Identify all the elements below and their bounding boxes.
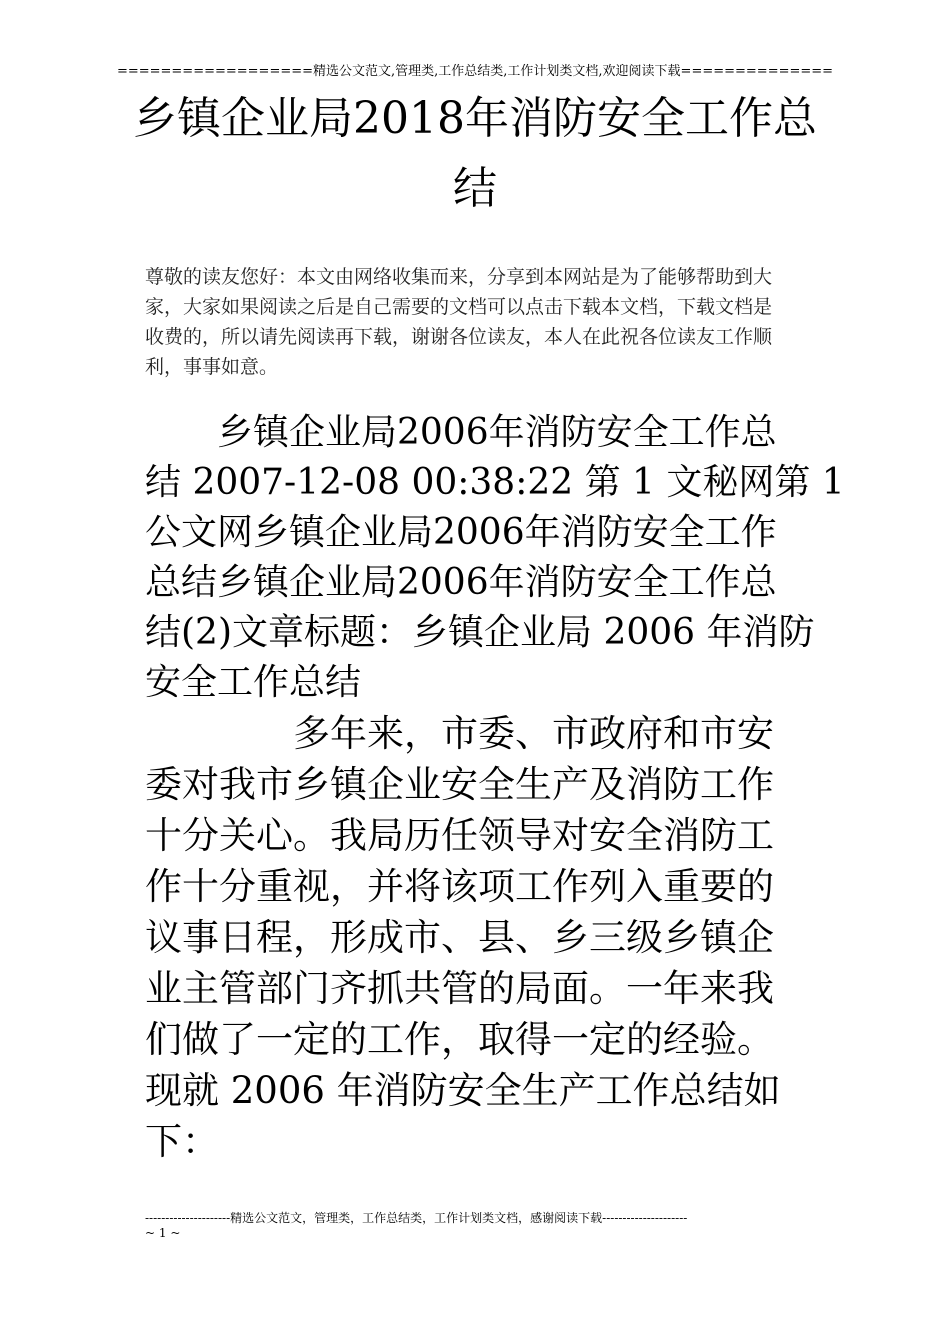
- title-line-2: 结: [453, 163, 497, 214]
- paragraph-2-line: 现就 2006 年消防安全生产工作总结如: [145, 1069, 781, 1112]
- paragraph-2-line: 作十分重视，并将该项工作列入重要的: [145, 865, 774, 908]
- notice-line-2: 家，大家如果阅读之后是自己需要的文档可以点击下载本文档，下载文档是: [145, 296, 773, 318]
- notice-line-1: 尊敬的读友您好：本文由网络收集而来，分享到本网站是为了能够帮助到大: [145, 266, 773, 288]
- paragraph-2-line: 业主管部门齐抓共管的局面。一年来我: [145, 967, 774, 1010]
- paragraph-2-line: 十分关心。我局历任领导对安全消防工: [145, 814, 774, 857]
- paragraph-2-line: 多年来，市委、市政府和市安: [145, 712, 774, 755]
- reader-notice: [145, 262, 805, 382]
- body-paragraph-2: [145, 708, 815, 1167]
- paragraph-2-line: 下：: [145, 1120, 219, 1163]
- page-number: ~ 1 ~: [145, 1226, 181, 1240]
- paragraph-1-line: 安全工作总结: [145, 662, 362, 703]
- paragraph-2-line: 委对我市乡镇企业安全生产及消防工作: [145, 763, 774, 806]
- notice-line-3: 收费的，所以请先阅读再下载，谢谢各位读友，本人在此祝各位读友工作顺: [145, 326, 773, 348]
- paragraph-2-line: 们做了一定的工作，取得一定的经验。: [145, 1018, 774, 1061]
- paragraph-1-line: 结 2007-12-08 00:38:22 第 1 文秘网第 1: [145, 462, 845, 503]
- paragraph-1-line: 乡镇企业局2006年消防安全工作总: [145, 412, 777, 453]
- paragraph-1-line: 总结乡镇企业局2006年消防安全工作总: [145, 562, 777, 603]
- paragraph-1-line: 结(2)文章标题：乡镇企业局 2006 年消防: [145, 612, 815, 653]
- header-banner: ==================精选公文范文,管理类,工作总结类,工作计划类文档,欢迎阅读下载==============: [116, 64, 834, 79]
- paragraph-1-line: 公文网乡镇企业局2006年消防安全工作: [145, 512, 777, 553]
- title-line-1: 乡镇企业局2018年消防安全工作总: [133, 93, 817, 144]
- footer-banner: ---------------------精选公文范文，管理类，工作总结类，工作计划类文档，感谢阅读下载---------------------: [145, 1211, 688, 1225]
- body-paragraph-1: [145, 408, 845, 708]
- document-title: [0, 84, 950, 224]
- paragraph-2-line: 议事日程，形成市、县、乡三级乡镇企: [145, 916, 774, 959]
- notice-line-4: 利，事事如意。: [145, 356, 279, 378]
